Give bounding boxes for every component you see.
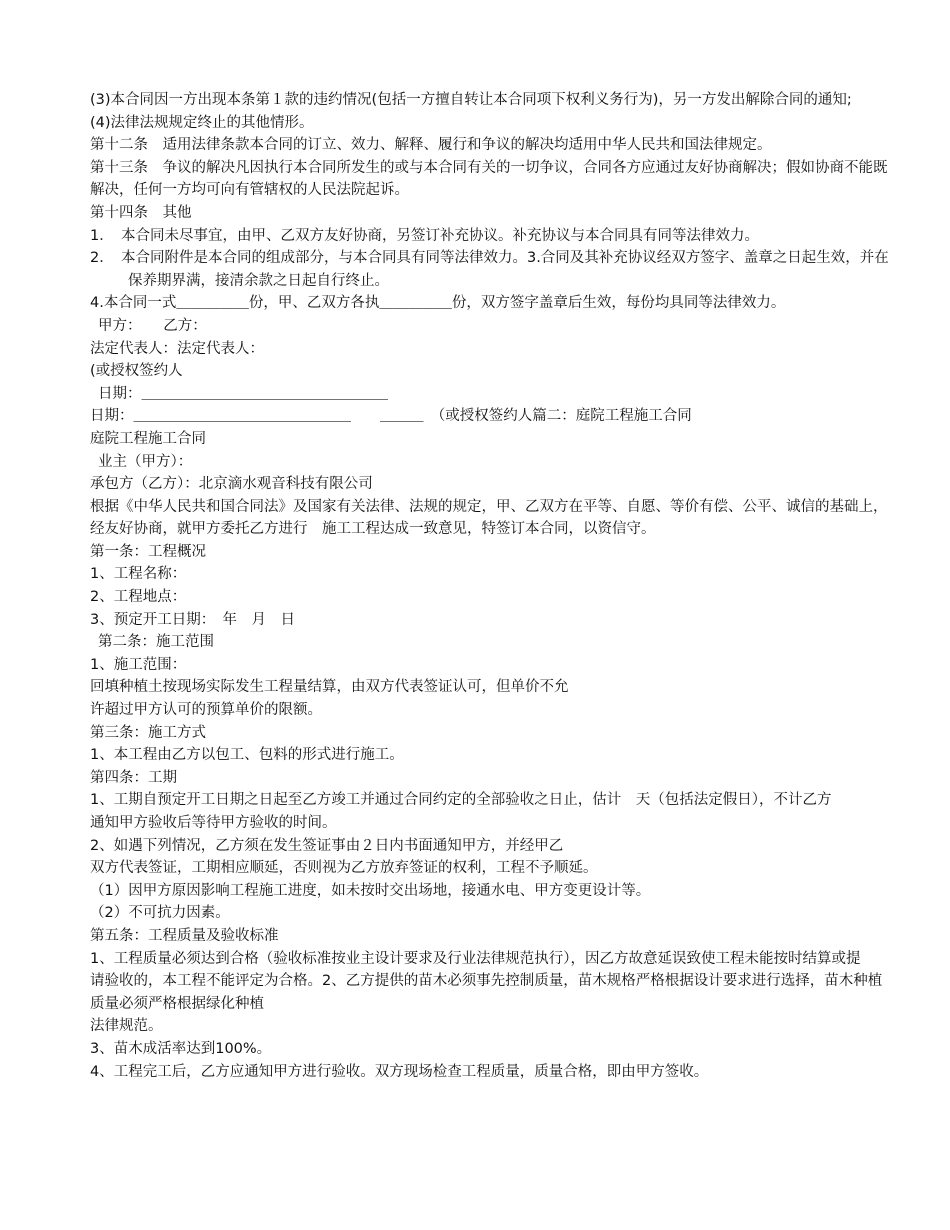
delay-case-2: （2）不可抗力因素。 [90,905,230,922]
scope-detail-line-1: 回填种植土按现场实际发生工程量结算，由双方代表签证认可，但单价不允 [90,679,569,696]
contract-title: 庭院工程施工合同 [90,430,206,447]
quality-item-1: 1、工程质量必须达到合格（验收标准按业主设计要求及行业法律规范执行），因乙方故意延误致使工程未能按时结算或提 [90,950,861,967]
party-labels: 甲方： 乙方： [98,317,207,334]
clause-14-item-2: 2． 本合同附件是本合同的组成部分，与本合同具有同等法律效力。3.合同及其补充协议经双方签字、盖章之日起生效，并在保养期界满，接清余款之日起自行终止。 [90,250,889,289]
clause-11-item-3: (3)本合同因一方出现本条第１款的违约情况(包括一方擅自转让本合同项下权利义务行为)，另一方发出解除合同的通知; [90,92,852,108]
duration-item-1: 1、工期自预定开工日期之日起至乙方竣工并通过合同约定的全部验收之日止，估计 天（包括法定假日），不计乙方 [90,792,832,809]
duration-item-2-cont: 双方代表签证，工期相应顺延，否则视为乙方放弃签证的权利，工程不予顺延。 [90,860,598,877]
scope-detail-line-2: 许超过甲方认可的预算单价的限额。 [90,702,322,719]
clause-14-item-4: 4.本合同一式＿＿＿＿＿份，甲、乙双方各执＿＿＿＿＿份，双方签字盖章后生效，每份均具同等法律效力。 [90,295,786,312]
quality-item-2: 请验收的，本工程不能评定为合格。2、乙方提供的苗木必须事先控制质量，苗木规格严格根据设计要求进行选择，苗木种植质量必须严格根据绿化种植 [90,973,883,1012]
preamble: 根据《中华人民共和国合同法》及国家有关法律、法规的规定，甲、乙双方在平等、自愿、等价有偿、公平、诚信的基础上，经友好协商，就甲方委托乙方进行 施工工程达成一致意见，特签订本合同，以资信守。 [90,498,888,538]
duration-item-1-cont: 通知甲方验收后等待甲方验收的时间。 [90,815,337,831]
construction-method: 1、本工程由乙方以包工、包料的形式进行施工。 [90,747,404,764]
signature-date-1: 日期：＿＿＿＿＿＿＿＿＿＿＿＿＿＿＿＿＿ [98,385,388,402]
clause-13: 第十三条 争议的解决凡因执行本合同所发生的或与本合同有关的一切争议，合同各方应通过友好协商解决；假如协商不能既解决，任何一方均可向有管辖权的人民法院起诉。 [90,159,888,199]
document-body [90,89,890,1083]
quality-item-2-cont: 法律规范。 [90,1018,163,1035]
article-5-heading: 第五条：工程质量及验收标准 [90,927,279,944]
article-1-heading: 第一条：工程概况 [90,543,206,560]
delay-case-1: （1）因甲方原因影响工程施工进度，如未按时交出场地，接通水电、甲方变更设计等。 [90,882,651,899]
clause-14-heading: 第十四条 其他 [90,204,192,221]
clause-14-item-1: 1． 本合同未尽事宜，由甲、乙双方友好协商，另签订补充协议。补充协议与本合同具有同等法律效力。 [90,227,759,244]
duration-item-2: 2、如遇下列情况，乙方须在发生签证事由２日内书面通知甲方，并经甲乙 [90,837,564,854]
legal-representatives: 法定代表人：法定代表人： [90,340,264,357]
contractor-party: 承包方（乙方）：北京滴水观音科技有限公司 [90,476,373,493]
authorized-signatory: (或授权签约人 [90,363,183,380]
construction-scope: 1、施工范围： [90,656,187,673]
signature-date-2: 日期：＿＿＿＿＿＿＿＿＿＿＿＿＿＿＿ ＿＿＿ （或授权签约人篇二：庭院工程施工合同 [90,408,692,425]
owner-party: 业主（甲方）： [98,453,193,470]
project-name: 1、工程名称： [90,566,187,583]
project-location: 2、工程地点： [90,589,187,606]
clause-11-item-4: (4)法律法规规定终止的其他情形。 [90,114,314,131]
survival-rate: 3、苗木成活率达到100%。 [90,1040,272,1057]
article-3-heading: 第三条：施工方式 [90,724,206,741]
article-2-heading: 第二条：施工范围 [98,634,214,651]
planned-start-date: 3、预定开工日期： 年 月 日 [90,611,295,628]
clause-12: 第十二条 适用法律条款本合同的订立、效力、解释、履行和争议的解决均适用中华人民共和国法律规定。 [90,137,772,154]
acceptance-procedure: 4、工程完工后，乙方应通知甲方进行验收。双方现场检查工程质量，质量合格，即由甲方签收。 [90,1063,709,1080]
article-4-heading: 第四条：工期 [90,769,177,786]
